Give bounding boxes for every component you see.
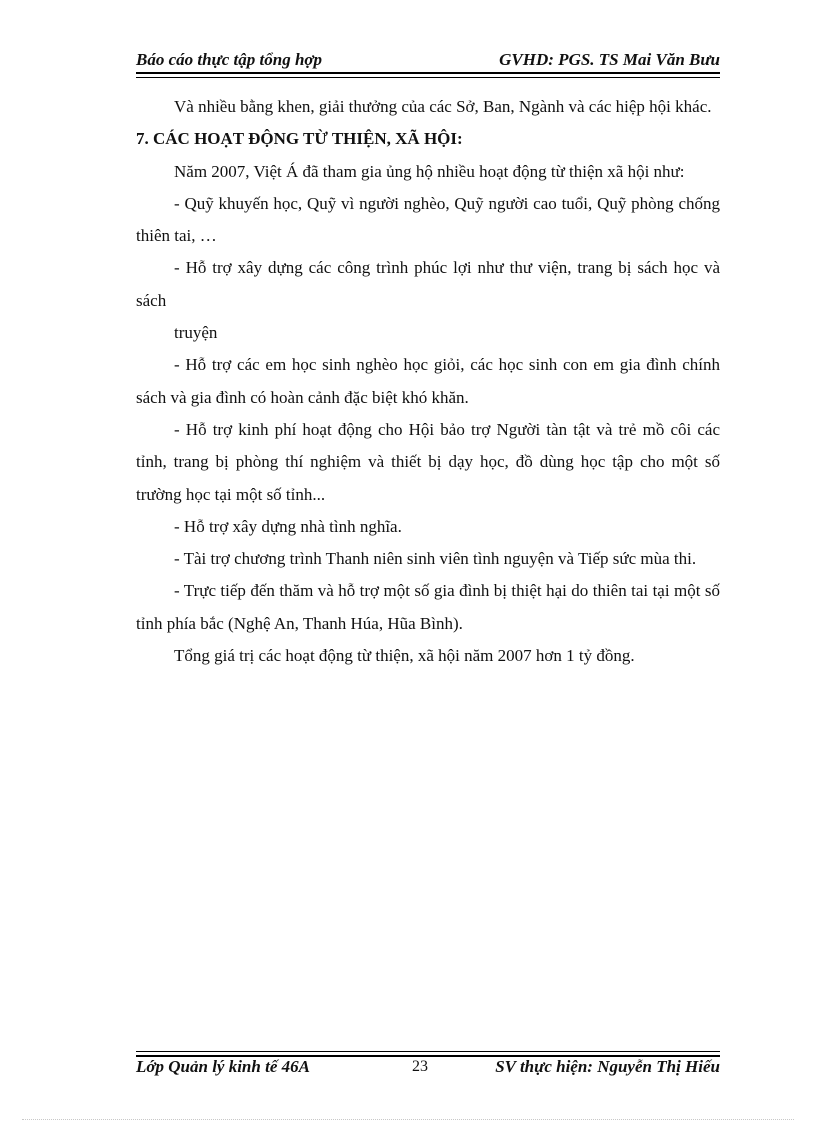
footer-rule-thin (136, 1051, 720, 1052)
paragraph-intro: Năm 2007, Việt Á đã tham gia ủng hộ nhiều hoạt động từ thiện xã hội như: (174, 161, 685, 181)
header-rule-thin (136, 77, 720, 78)
paragraph-awards: Và nhiều bằng khen, giải thưởng của các Sở, Ban, Ngành và các hiệp hội khác. (174, 97, 712, 116)
list-item-volunteer: - Tài trợ chương trình Thanh niên sinh viên tình nguyện và Tiếp sức mùa thi. (174, 549, 697, 569)
list-item-disabled: - Hỗ trợ kinh phí hoạt động cho Hội bảo trợ Người tàn tật và trẻ mồ côi các tỉnh, trang bị phòng thí nghiệm và thiết bị dạy học, đồ dùng học tập cho một số trường học tại một số tỉnh... (136, 419, 720, 504)
paragraph-total: Tổng giá trị các hoạt động từ thiện, xã hội năm 2007 hơn 1 tỷ đồng. (174, 646, 635, 666)
page-edge-dotted-line (22, 1119, 794, 1120)
list-item-disaster: - Trực tiếp đến thăm và hỗ trợ một số gia đình bị thiệt hại do thiên tai tại một số tỉnh phía bắc (Nghệ An, Thanh Húa, Hũa Bình). (136, 581, 720, 633)
header-supervisor: GVHD: PGS. TS Mai Văn Bưu (499, 50, 720, 69)
page-header (136, 48, 720, 74)
header-report-title: Báo cáo thực tập tổng hợp (136, 50, 323, 69)
header-rule-thick (136, 72, 720, 74)
page-footer (136, 1057, 720, 1081)
list-item-welfare-cont: truyện (174, 323, 218, 343)
list-item-welfare: - Hỗ trợ xây dựng các công trình phúc lợi như thư viện, trang bị sách học và sách (136, 258, 720, 310)
footer-student: SV thực hiện: Nguyễn Thị Hiếu (495, 1057, 720, 1076)
document-body (136, 91, 720, 672)
list-item-students: - Hỗ trợ các em học sinh nghèo học giỏi, các học sinh con em gia đình chính sách và gia đình có hoàn cảnh đặc biệt khó khăn. (136, 355, 720, 407)
footer-class: Lớp Quản lý kinh tế 46A (136, 1057, 310, 1076)
list-item-funds: - Quỹ khuyến học, Quỹ vì người nghèo, Quỹ người cao tuổi, Quỹ phòng chống thiên tai, … (136, 193, 720, 246)
list-item-housing: - Hỗ trợ xây dựng nhà tình nghĩa. (174, 516, 402, 536)
page-number: 23 (412, 1058, 428, 1075)
section-heading: 7. CÁC HOẠT ĐỘNG TỪ THIỆN, XÃ HỘI: (136, 129, 463, 149)
